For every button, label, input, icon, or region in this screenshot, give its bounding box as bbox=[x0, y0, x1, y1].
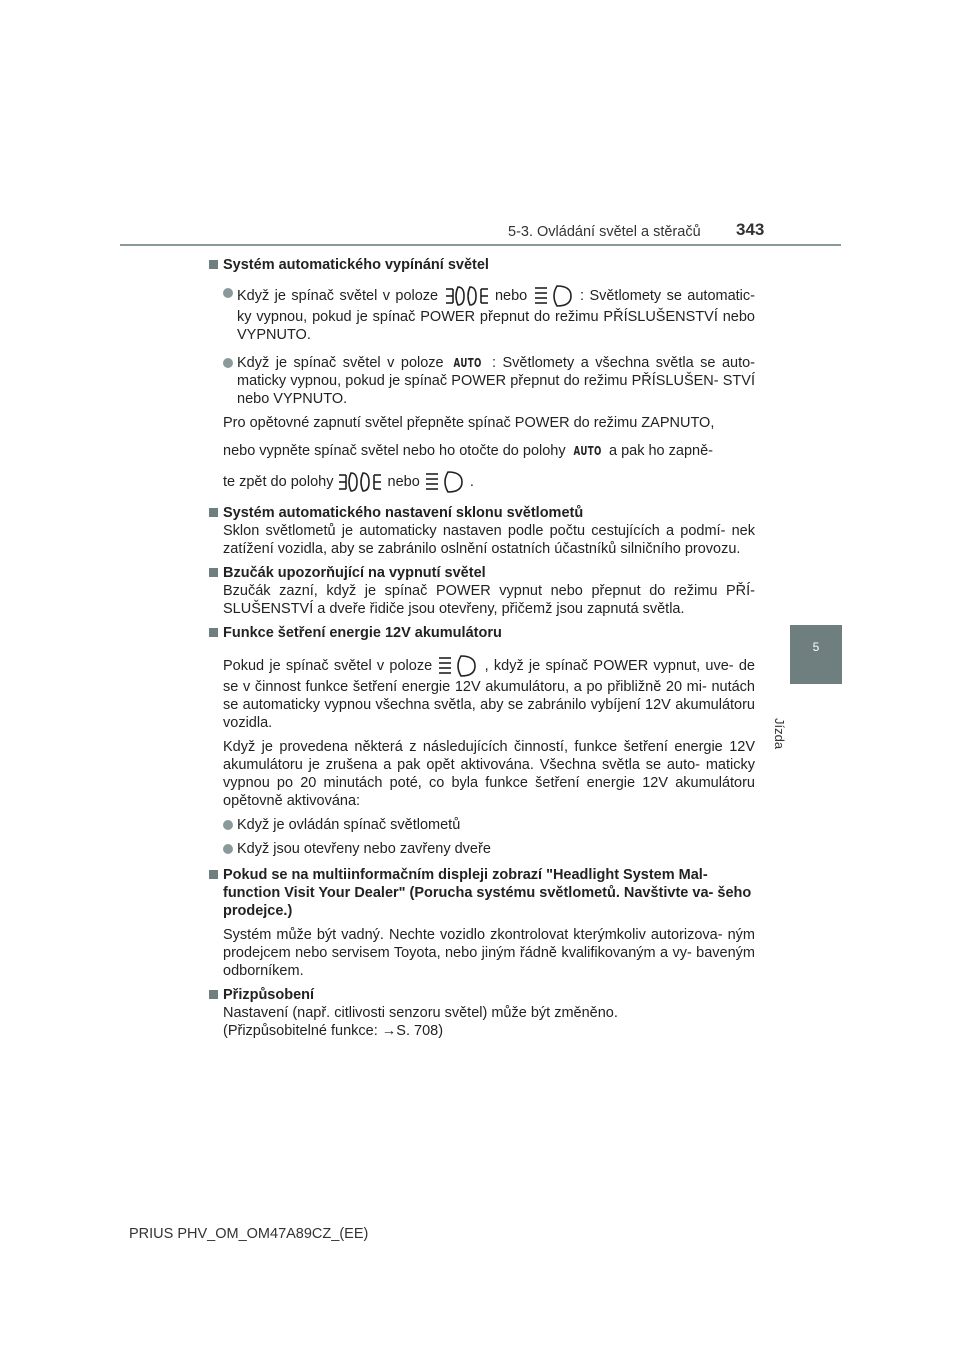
paragraph: te zpět do polohy nebo . bbox=[209, 470, 755, 494]
list-item: Když je ovládán spínač světlometů bbox=[209, 816, 755, 834]
headlight-icon bbox=[533, 284, 575, 308]
headlight-icon bbox=[424, 470, 466, 494]
document-code: PRIUS PHV_OM_OM47A89CZ_(EE) bbox=[129, 1226, 369, 1242]
cross-reference: (Přizpůsobitelné funkce: →S. 708) bbox=[223, 1023, 444, 1039]
paragraph: Bzučák zazní, když je spínač POWER vypnut nebo přepnut do režimu PŘÍ- SLUŠENSTVÍ a dveře řidiče jsou otevřeny, přičemž jsou zapnutá světla. bbox=[223, 583, 755, 617]
list-item: Když jsou otevřeny nebo zavřeny dveře bbox=[209, 840, 755, 858]
list-item: Když je spínač světel v poloze nebo : Světlomety se automatic- ky vypnou, pokud je spínač POWER přepnut do režimu PŘÍSLUŠENSTVÍ nebo VYPNUTO. bbox=[209, 284, 755, 344]
paragraph: Pro opětovné zapnutí světel přepněte spínač POWER do režimu ZAPNUTO, bbox=[223, 415, 715, 431]
heading-leveling: Systém automatického nastavení sklonu světlometů bbox=[209, 504, 755, 522]
auto-position-label: AUTO bbox=[573, 444, 602, 458]
bullet-icon bbox=[223, 844, 233, 854]
heading-malfunction: Pokud se na multiinformačním displeji zobrazí "Headlight System Mal- function Visit Your Dealer" (Porucha systému světlometů. Navštivte va- šeho prodejce.) bbox=[209, 866, 755, 920]
bullet-icon bbox=[223, 288, 233, 298]
auto-position-label: AUTO bbox=[453, 356, 482, 370]
heading-customization: Přizpůsobení bbox=[209, 986, 755, 1004]
paragraph: Nastavení (např. citlivosti senzoru světel) může být změněno. bbox=[223, 1005, 618, 1021]
heading-auto-off: Systém automatického vypínání světel bbox=[209, 256, 755, 274]
headlight-icon bbox=[437, 654, 479, 678]
paragraph: Systém může být vadný. Nechte vozidlo zkontrolovat kterýmkoliv autorizova- ným prodejcem nebo servisem Toyota, nebo jiným řádně kvalifikovaným a vy- baveným odborníkem. bbox=[223, 927, 755, 979]
heading-battery-saver: Funkce šetření energie 12V akumulátoru bbox=[209, 624, 755, 642]
paragraph: Sklon světlometů je automaticky nastaven podle počtu cestujících a podmí- nek zatížení vozidla, aby se zabránilo oslnění ostatních účastníků silničního provozu. bbox=[223, 523, 755, 557]
section-title: 5-3. Ovládání světel a stěračů bbox=[508, 224, 701, 240]
paragraph: Když je provedena některá z následujících činností, funkce šetření energie 12V akumulátoru je zrušena a pak opět aktivována. Všechna světla se auto- maticky vypnou po 20 minutách poté, co byla funkce šetření energie 12V akumulátoru opětovně aktivována: bbox=[223, 739, 755, 809]
header-rule bbox=[120, 244, 841, 246]
chapter-number: 5 bbox=[812, 640, 820, 654]
chapter-label: Jízda bbox=[772, 718, 787, 750]
heading-buzzer: Bzučák upozorňující na vypnutí světel bbox=[209, 564, 755, 582]
page-content bbox=[209, 256, 755, 1040]
headlight-parking-icon bbox=[337, 470, 383, 494]
paragraph: Pokud je spínač světel v poloze , když je spínač POWER vypnut, uve- de se v činnost funkce šetření energie 12V akumulátoru, a po přibližně 20 mi- nutách se automaticky vypnou všechna světla, aby se zabránilo vybíjení 12V akumulátoru vozidla. bbox=[209, 654, 755, 732]
bullet-icon bbox=[223, 358, 233, 368]
chapter-tab bbox=[790, 625, 842, 684]
paragraph: nebo vypněte spínač světel nebo ho otočte do polohy AUTO a pak ho zapně- bbox=[223, 443, 713, 459]
page-number: 343 bbox=[736, 220, 765, 239]
bullet-icon bbox=[223, 820, 233, 830]
list-item: Když je spínač světel v poloze AUTO : Světlomety a všechna světla se auto- maticky vypnou, pokud je spínač POWER přepnut do režimu PŘÍSLUŠEN- STVÍ nebo VYPNUTO. bbox=[209, 354, 755, 408]
headlight-parking-icon bbox=[444, 284, 490, 308]
